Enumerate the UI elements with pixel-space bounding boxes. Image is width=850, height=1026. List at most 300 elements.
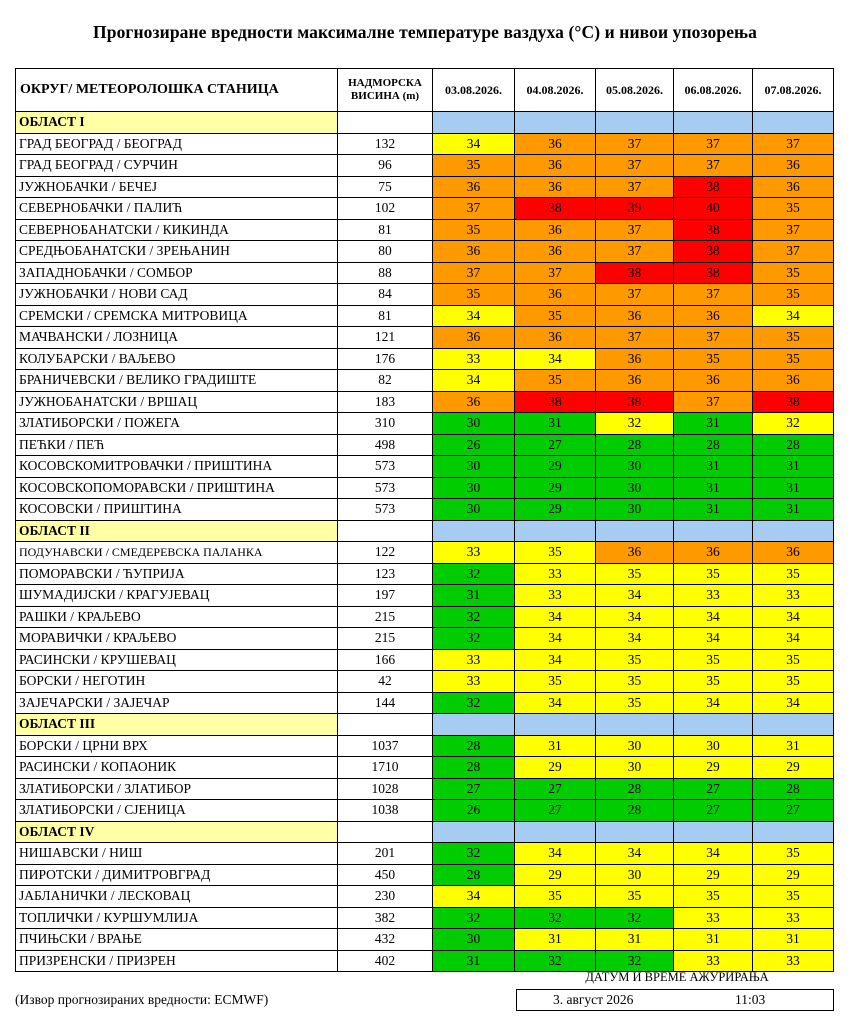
temperature-cell: 30 (596, 735, 674, 757)
table-row (16, 176, 834, 198)
region-name: ОБЛАСТ IV (16, 821, 338, 843)
region-fill-cell (596, 714, 674, 736)
temperature-cell: 26 (433, 434, 515, 456)
temperature-cell: 35 (753, 843, 834, 865)
station-altitude: 310 (338, 413, 433, 435)
table-row (16, 391, 834, 413)
region-name: ОБЛАСТ I (16, 112, 338, 134)
station-name: ГРАД БЕОГРАД / БЕОГРАД (16, 133, 338, 155)
temperature-cell: 37 (596, 219, 674, 241)
region-fill-cell (515, 821, 596, 843)
temperature-cell: 37 (515, 262, 596, 284)
station-altitude: 176 (338, 348, 433, 370)
temperature-cell: 31 (753, 929, 834, 951)
update-time: 11:03 (735, 992, 766, 1007)
update-date: 3. август 2026 (553, 992, 634, 1007)
temperature-cell: 26 (433, 800, 515, 822)
table-row (16, 477, 834, 499)
temperature-cell: 30 (596, 864, 674, 886)
temperature-cell: 34 (515, 348, 596, 370)
station-name: ПРИЗРЕНСКИ / ПРИЗРЕН (16, 950, 338, 972)
temperature-cell: 35 (515, 370, 596, 392)
station-name: ЈУЖНОБАНАТСКИ / ВРШАЦ (16, 391, 338, 413)
temperature-cell: 34 (515, 649, 596, 671)
table-row (16, 133, 834, 155)
station-name: РАСИНСКИ / КРУШЕВАЦ (16, 649, 338, 671)
temperature-cell: 34 (674, 606, 753, 628)
temperature-cell: 35 (753, 671, 834, 693)
table-row (16, 735, 834, 757)
region-header-row (16, 714, 834, 736)
station-name: РАШКИ / КРАЉЕВО (16, 606, 338, 628)
station-name: ЗАЈЕЧАРСКИ / ЗАЈЕЧАР (16, 692, 338, 714)
region-fill-cell (515, 112, 596, 134)
station-name: ЈУЖНОБАЧКИ / БЕЧЕЈ (16, 176, 338, 198)
temperature-cell: 35 (596, 692, 674, 714)
station-name: ЈАБЛАНИЧКИ / ЛЕСКОВАЦ (16, 886, 338, 908)
temperature-cell: 28 (753, 434, 834, 456)
temperature-cell: 32 (515, 950, 596, 972)
station-name: СЕВЕРНОБАНАТСКИ / КИКИНДА (16, 219, 338, 241)
temperature-cell: 37 (596, 241, 674, 263)
temperature-cell: 38 (753, 391, 834, 413)
region-header-row (16, 112, 834, 134)
temperature-cell: 31 (753, 477, 834, 499)
temperature-cell: 36 (753, 542, 834, 564)
header-station: ОКРУГ/ МЕТЕОРОЛОШКА СТАНИЦА (16, 69, 338, 112)
temperature-cell: 30 (596, 499, 674, 521)
table-row (16, 628, 834, 650)
temperature-cell: 35 (753, 327, 834, 349)
temperature-cell: 35 (753, 262, 834, 284)
temperature-cell: 29 (515, 477, 596, 499)
temperature-cell: 31 (753, 499, 834, 521)
table-row (16, 864, 834, 886)
station-altitude: 197 (338, 585, 433, 607)
temperature-cell: 27 (515, 778, 596, 800)
region-header-row (16, 821, 834, 843)
region-altitude-blank (338, 714, 433, 736)
station-altitude: 75 (338, 176, 433, 198)
temperature-cell: 34 (515, 843, 596, 865)
table-row (16, 757, 834, 779)
station-altitude: 42 (338, 671, 433, 693)
station-name: КОСОВСКОПОМОРАВСКИ / ПРИШТИНА (16, 477, 338, 499)
temperature-cell: 37 (596, 155, 674, 177)
temperature-cell: 35 (515, 886, 596, 908)
temperature-cell: 29 (515, 499, 596, 521)
temperature-cell: 36 (515, 176, 596, 198)
temperature-cell: 33 (515, 563, 596, 585)
temperature-cell: 37 (753, 241, 834, 263)
temperature-cell: 40 (674, 198, 753, 220)
temperature-cell: 32 (433, 606, 515, 628)
update-box (516, 989, 834, 1011)
temperature-cell: 38 (515, 198, 596, 220)
temperature-cell: 38 (674, 176, 753, 198)
station-name: ШУМАДИЈСКИ / КРАГУЈЕВАЦ (16, 585, 338, 607)
table-row (16, 305, 834, 327)
temperature-cell: 37 (596, 284, 674, 306)
temperature-cell: 28 (674, 434, 753, 456)
region-fill-cell (596, 821, 674, 843)
table-row (16, 241, 834, 263)
station-name: ПИРОТСКИ / ДИМИТРОВГРАД (16, 864, 338, 886)
station-altitude: 132 (338, 133, 433, 155)
header-row (16, 69, 834, 112)
temperature-cell: 36 (596, 348, 674, 370)
station-name: ЗЛАТИБОРСКИ / СЈЕНИЦА (16, 800, 338, 822)
temperature-cell: 35 (515, 671, 596, 693)
temperature-cell: 34 (596, 843, 674, 865)
station-name: СРЕМСКИ / СРЕМСКА МИТРОВИЦА (16, 305, 338, 327)
temperature-cell: 36 (674, 542, 753, 564)
temperature-cell: 35 (596, 649, 674, 671)
temperature-cell: 30 (596, 757, 674, 779)
temperature-cell: 32 (433, 692, 515, 714)
region-header-row (16, 520, 834, 542)
station-altitude: 80 (338, 241, 433, 263)
station-name: СЕВЕРНОБАЧКИ / ПАЛИЋ (16, 198, 338, 220)
temperature-cell: 30 (433, 413, 515, 435)
temperature-cell: 38 (674, 219, 753, 241)
temperature-cell: 38 (596, 262, 674, 284)
table-row (16, 499, 834, 521)
temperature-cell: 30 (596, 456, 674, 478)
temperature-cell: 30 (433, 929, 515, 951)
temperature-cell: 38 (674, 262, 753, 284)
temperature-cell: 30 (674, 735, 753, 757)
station-altitude: 96 (338, 155, 433, 177)
temperature-cell: 31 (515, 413, 596, 435)
temperature-cell: 34 (596, 606, 674, 628)
temperature-cell: 28 (753, 778, 834, 800)
region-altitude-blank (338, 520, 433, 542)
station-altitude: 84 (338, 284, 433, 306)
station-altitude: 102 (338, 198, 433, 220)
temperature-cell: 28 (433, 864, 515, 886)
temperature-cell: 31 (596, 929, 674, 951)
temperature-cell: 36 (596, 370, 674, 392)
temperature-cell: 32 (515, 907, 596, 929)
temperature-cell: 33 (674, 950, 753, 972)
station-name: МАЧВАНСКИ / ЛОЗНИЦА (16, 327, 338, 349)
temperature-cell: 34 (753, 628, 834, 650)
station-altitude: 402 (338, 950, 433, 972)
table-row (16, 907, 834, 929)
temperature-cell: 34 (674, 628, 753, 650)
table-row (16, 456, 834, 478)
region-fill-cell (753, 520, 834, 542)
temperature-cell: 27 (674, 800, 753, 822)
table-row (16, 585, 834, 607)
station-name: ЗАПАДНОБАЧКИ / СОМБОР (16, 262, 338, 284)
temperature-cell: 34 (433, 886, 515, 908)
temperature-cell: 34 (753, 606, 834, 628)
table-row (16, 262, 834, 284)
table-row (16, 671, 834, 693)
temperature-cell: 28 (596, 434, 674, 456)
table-row (16, 886, 834, 908)
temperature-cell: 36 (433, 241, 515, 263)
station-name: БОРСКИ / ЦРНИ ВРХ (16, 735, 338, 757)
region-fill-cell (433, 112, 515, 134)
station-altitude: 82 (338, 370, 433, 392)
temperature-cell: 32 (433, 563, 515, 585)
region-fill-cell (515, 714, 596, 736)
temperature-cell: 33 (753, 907, 834, 929)
temperature-cell: 32 (753, 413, 834, 435)
temperature-cell: 35 (753, 649, 834, 671)
temperature-cell: 37 (596, 176, 674, 198)
temperature-cell: 28 (433, 735, 515, 757)
station-altitude: 166 (338, 649, 433, 671)
table-row (16, 606, 834, 628)
temperature-cell: 35 (515, 305, 596, 327)
region-fill-cell (753, 112, 834, 134)
temperature-cell: 29 (753, 864, 834, 886)
temperature-cell: 32 (433, 907, 515, 929)
station-altitude: 88 (338, 262, 433, 284)
temperature-cell: 35 (674, 348, 753, 370)
station-altitude: 573 (338, 499, 433, 521)
temperature-cell: 30 (433, 456, 515, 478)
temperature-cell: 33 (753, 585, 834, 607)
temperature-cell: 27 (515, 434, 596, 456)
region-name: ОБЛАСТ II (16, 520, 338, 542)
temperature-cell: 29 (674, 864, 753, 886)
temperature-cell: 32 (433, 843, 515, 865)
temperature-cell: 34 (674, 692, 753, 714)
temperature-cell: 35 (674, 886, 753, 908)
station-name: МОРАВИЧКИ / КРАЉЕВО (16, 628, 338, 650)
temperature-cell: 27 (433, 778, 515, 800)
table-row (16, 950, 834, 972)
station-name: ПЧИЊСКИ / ВРАЊЕ (16, 929, 338, 951)
region-fill-cell (674, 821, 753, 843)
table-row (16, 778, 834, 800)
temperature-cell: 34 (515, 628, 596, 650)
station-name: ЈУЖНОБАЧКИ / НОВИ САД (16, 284, 338, 306)
region-fill-cell (674, 112, 753, 134)
table-row (16, 542, 834, 564)
station-altitude: 1028 (338, 778, 433, 800)
temperature-cell: 39 (596, 198, 674, 220)
temperature-cell: 35 (753, 563, 834, 585)
region-fill-cell (596, 112, 674, 134)
region-fill-cell (433, 520, 515, 542)
station-altitude: 1037 (338, 735, 433, 757)
temperature-cell: 36 (515, 219, 596, 241)
table-row (16, 434, 834, 456)
temperature-cell: 33 (433, 348, 515, 370)
temperature-cell: 35 (674, 671, 753, 693)
station-name: БРАНИЧЕВСКИ / ВЕЛИКО ГРАДИШТЕ (16, 370, 338, 392)
temperature-cell: 37 (596, 327, 674, 349)
temperature-cell: 36 (753, 370, 834, 392)
table-row (16, 413, 834, 435)
temperature-cell: 35 (433, 219, 515, 241)
temperature-cell: 35 (433, 284, 515, 306)
table-row (16, 649, 834, 671)
temperature-cell: 34 (753, 305, 834, 327)
temperature-cell: 38 (596, 391, 674, 413)
station-name: ЗЛАТИБОРСКИ / ПОЖЕГА (16, 413, 338, 435)
temperature-cell: 37 (674, 284, 753, 306)
temperature-cell: 37 (433, 262, 515, 284)
temperature-cell: 35 (674, 563, 753, 585)
temperature-cell: 34 (433, 133, 515, 155)
region-fill-cell (753, 714, 834, 736)
temperature-cell: 37 (753, 133, 834, 155)
region-fill-cell (433, 714, 515, 736)
station-altitude: 122 (338, 542, 433, 564)
table-row (16, 843, 834, 865)
temperature-cell: 36 (515, 133, 596, 155)
temperature-cell: 36 (674, 370, 753, 392)
temperature-cell: 37 (674, 391, 753, 413)
temperature-cell: 29 (515, 757, 596, 779)
table-row (16, 692, 834, 714)
temperature-cell: 35 (753, 348, 834, 370)
temperature-cell: 36 (515, 284, 596, 306)
temperature-cell: 38 (515, 391, 596, 413)
temperature-cell: 31 (753, 456, 834, 478)
temperature-cell: 34 (433, 370, 515, 392)
station-altitude: 573 (338, 477, 433, 499)
temperature-cell: 33 (433, 671, 515, 693)
temperature-cell: 30 (433, 477, 515, 499)
header-date: 04.08.2026. (515, 69, 596, 112)
temperature-cell: 29 (674, 757, 753, 779)
temperature-cell: 31 (433, 950, 515, 972)
station-altitude: 201 (338, 843, 433, 865)
station-altitude: 81 (338, 219, 433, 241)
temperature-cell: 27 (515, 800, 596, 822)
station-name: ПЕЋКИ / ПЕЋ (16, 434, 338, 456)
table-row (16, 219, 834, 241)
temperature-cell: 37 (674, 155, 753, 177)
temperature-cell: 33 (674, 907, 753, 929)
temperature-cell: 36 (515, 155, 596, 177)
table-row (16, 198, 834, 220)
update-label: ДАТУМ И ВРЕМЕ АЖУРИРАЊА (585, 970, 769, 984)
station-name: РАСИНСКИ / КОПАОНИК (16, 757, 338, 779)
temperature-cell: 34 (596, 585, 674, 607)
temperature-cell: 34 (596, 628, 674, 650)
temperature-cell: 31 (753, 735, 834, 757)
temperature-cell: 30 (433, 499, 515, 521)
temperature-cell: 31 (674, 477, 753, 499)
table-row (16, 155, 834, 177)
header-date: 07.08.2026. (753, 69, 834, 112)
temperature-cell: 35 (674, 649, 753, 671)
temperature-cell: 36 (433, 391, 515, 413)
table-row (16, 563, 834, 585)
station-name: ПОМОРАВСКИ / ЋУПРИЈА (16, 563, 338, 585)
temperature-cell: 31 (515, 735, 596, 757)
temperature-cell: 35 (596, 671, 674, 693)
temperature-cell: 37 (596, 133, 674, 155)
temperature-cell: 35 (596, 563, 674, 585)
temperature-cell: 28 (596, 800, 674, 822)
station-altitude: 230 (338, 886, 433, 908)
temperature-cell: 36 (433, 176, 515, 198)
region-altitude-blank (338, 112, 433, 134)
region-fill-cell (515, 520, 596, 542)
temperature-cell: 32 (596, 950, 674, 972)
station-altitude: 382 (338, 907, 433, 929)
temperature-cell: 35 (753, 284, 834, 306)
temperature-cell: 27 (753, 800, 834, 822)
temperature-cell: 36 (674, 305, 753, 327)
station-name: БОРСКИ / НЕГОТИН (16, 671, 338, 693)
temperature-cell: 29 (515, 456, 596, 478)
station-name: КОЛУБАРСКИ / ВАЉЕВО (16, 348, 338, 370)
temperature-cell: 28 (596, 778, 674, 800)
temperature-cell: 30 (596, 477, 674, 499)
station-altitude: 432 (338, 929, 433, 951)
station-altitude: 498 (338, 434, 433, 456)
temperature-cell: 36 (596, 305, 674, 327)
temperature-cell: 35 (596, 886, 674, 908)
station-altitude: 144 (338, 692, 433, 714)
temperature-cell: 34 (515, 606, 596, 628)
temperature-cell: 36 (596, 542, 674, 564)
station-altitude: 215 (338, 628, 433, 650)
header-date: 03.08.2026. (433, 69, 515, 112)
table-row (16, 800, 834, 822)
temperature-cell: 32 (596, 413, 674, 435)
temperature-cell: 35 (753, 198, 834, 220)
temperature-cell: 35 (753, 886, 834, 908)
station-name: ЗЛАТИБОРСКИ / ЗЛАТИБОР (16, 778, 338, 800)
table-row (16, 370, 834, 392)
temperature-cell: 37 (433, 198, 515, 220)
temperature-cell: 36 (433, 327, 515, 349)
station-altitude: 1710 (338, 757, 433, 779)
temperature-cell: 35 (515, 542, 596, 564)
page-title: Прогнозиране вредности максималне температуре ваздуха (°C) и нивои упозорења (93, 22, 757, 42)
region-fill-cell (596, 520, 674, 542)
station-altitude: 123 (338, 563, 433, 585)
table-row (16, 327, 834, 349)
temperature-cell: 31 (515, 929, 596, 951)
station-altitude: 1038 (338, 800, 433, 822)
temperature-cell: 33 (433, 649, 515, 671)
station-name: СРЕДЊОБАНАТСКИ / ЗРЕЊАНИН (16, 241, 338, 263)
temperature-cell: 36 (753, 176, 834, 198)
region-fill-cell (674, 520, 753, 542)
temperature-cell: 33 (433, 542, 515, 564)
temperature-cell: 31 (674, 499, 753, 521)
region-altitude-blank (338, 821, 433, 843)
region-name: ОБЛАСТ III (16, 714, 338, 736)
station-altitude: 450 (338, 864, 433, 886)
temperature-cell: 33 (515, 585, 596, 607)
station-altitude: 121 (338, 327, 433, 349)
temperature-cell: 34 (674, 843, 753, 865)
temperature-cell: 34 (433, 305, 515, 327)
temperature-cell: 36 (515, 241, 596, 263)
station-name: КОСОВСКИ / ПРИШТИНА (16, 499, 338, 521)
temperature-cell: 37 (753, 219, 834, 241)
station-altitude: 215 (338, 606, 433, 628)
station-altitude: 81 (338, 305, 433, 327)
station-altitude: 183 (338, 391, 433, 413)
temperature-cell: 32 (433, 628, 515, 650)
station-name: ГРАД БЕОГРАД / СУРЧИН (16, 155, 338, 177)
